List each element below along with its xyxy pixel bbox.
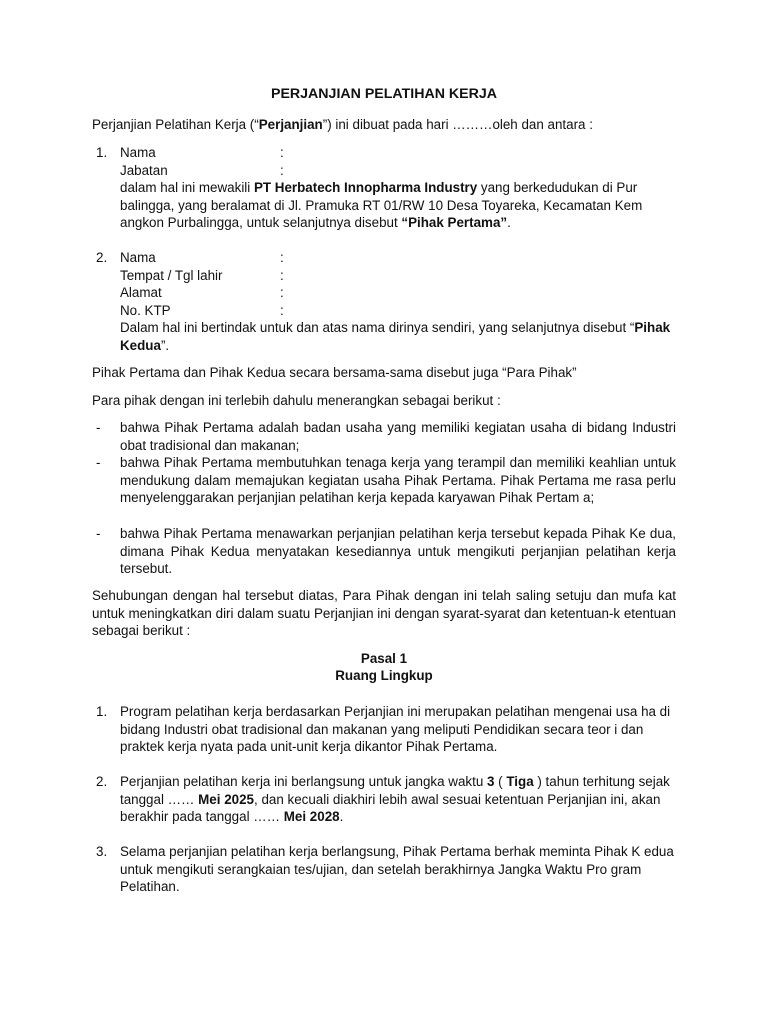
field-colon: : [280, 302, 284, 318]
menerangkan-paragraph: Para pihak dengan ini terlebih dahulu menerangkan sebagai berikut : [92, 393, 501, 408]
party2-number: 2. [96, 250, 108, 265]
party1-description [120, 179, 676, 232]
field-label: Nama [120, 145, 156, 160]
duration-number: 3 [487, 774, 495, 789]
bullet-item-3: bahwa Pihak Pertama menawarkan perjanjian pelatihan kerja tersebut kepada Pihak Ke dua, dimana Pihak Kedua menyatakan kesediannya untuk mengikuti perjanjian pelatihan kerja tersebut. [120, 526, 676, 577]
party1-desc-text-3: . [507, 215, 511, 231]
intro-text-2: ”) ini dibuat pada hari ………oleh dan antara : [322, 117, 593, 132]
bullet-item-1: bahwa Pihak Pertama adalah badan usaha yang memiliki kegiatan usaha di bidang Industri obat tradisional dan makanan; [120, 420, 676, 453]
pasal-number: Pasal 1 [360, 651, 408, 666]
party1-number: 1. [96, 145, 108, 160]
clause2-text-5: . [339, 809, 344, 825]
party2-desc-text-2: ”. [160, 337, 170, 353]
clause2-text-3: ) tahun terhitung sejak tanggal …… [120, 774, 670, 807]
company-name: PT Herbatech Innopharma Industry [253, 180, 478, 196]
field-colon: : [280, 285, 284, 301]
intro-bold-perjanjian: Perjanjian [258, 117, 323, 132]
clause1-number: 1. [96, 704, 108, 719]
clause3-text: Selama perjanjian pelatihan kerja berlangsung, Pihak Pertama berhak meminta Pihak K edua untuk mengikuti serangkaian tes/ujian, dan setelah berakhirnya Jangka Waktu Pro gram Pelatihan. [120, 844, 674, 895]
pihak-kedua-term: Pihak Kedua [120, 320, 671, 353]
sehubungan-paragraph: Sehubungan dengan hal tersebut diatas, Para Pihak dengan ini telah saling setuju dan mufa kat untuk meningkatkan diri dalam suatu Perjanjian ini dengan syarat-syarat dan ketentuan-k etentuan sebagai berikut : [92, 588, 676, 639]
party2-field-alamat [120, 284, 676, 302]
field-colon: : [280, 145, 284, 160]
field-label: Jabatan [120, 162, 168, 178]
field-label: Tempat / Tgl lahir [120, 267, 223, 283]
field-colon: : [280, 267, 284, 283]
bullet-dash: - [96, 526, 101, 541]
party2-field-ktp [120, 302, 676, 320]
party2-block [120, 249, 676, 355]
bullet-item-2: bahwa Pihak Pertama membutuhkan tenaga kerja yang terampil dan memiliki keahlian untuk mendukung dalam memajukan kegiatan usaha Pihak Pertama. Pihak Pertama me rasa perlu menyelenggarakan perjanjian pelatihan kerja kepada karyawan Pihak Pertam a; [120, 455, 676, 506]
field-colon: : [280, 250, 284, 265]
pasal-heading: Ruang Lingkup [335, 668, 433, 683]
field-label: Nama [120, 250, 156, 265]
intro-paragraph [92, 116, 676, 134]
clause2-text-1: Perjanjian pelatihan kerja ini berlangsung untuk jangka waktu [120, 774, 487, 789]
clause3-number: 3. [96, 844, 108, 859]
party2-description [120, 319, 676, 354]
party1-field-nama [120, 144, 676, 162]
party2-desc-text-1: Dalam hal ini bertindak untuk dan atas nama dirinya sendiri, yang selanjutnya disebut “ [120, 320, 635, 336]
party1-block [120, 144, 676, 232]
field-colon: : [280, 162, 284, 178]
duration-words: Tiga [506, 774, 534, 789]
start-date: Mei 2025 [198, 791, 254, 807]
field-label: Alamat [120, 285, 162, 301]
para-pihak-paragraph: Pihak Pertama dan Pihak Kedua secara bersama-sama disebut juga “Para Pihak” [92, 365, 577, 380]
clause2-text-4: , dan kecuali diakhiri lebih awal sesuai ketentuan Perjanjian ini, akan berakhir pada tanggal …… [120, 791, 661, 825]
clause2-text-2: ( [494, 774, 507, 789]
party2-field-ttl [120, 267, 676, 285]
field-label: No. KTP [120, 302, 171, 318]
clause2-text [120, 773, 676, 826]
pihak-pertama-term: “Pihak Pertama” [401, 215, 508, 231]
document-title: PERJANJIAN PELATIHAN KERJA [271, 86, 497, 102]
party1-desc-text-1: dalam hal ini mewakili [120, 180, 254, 196]
end-date: Mei 2028 [283, 809, 340, 825]
party1-desc-text-2: yang berkedudukan di Pur balingga, yang beralamat di Jl. Pramuka RT 01/RW 10 Desa Toyareka, Kecamatan Kem angkon Purbalingga, untuk selanjutnya disebut [120, 180, 643, 231]
party2-field-nama [120, 249, 676, 267]
bullet-dash: - [96, 420, 101, 435]
bullet-dash: - [96, 455, 101, 470]
party1-field-jabatan [120, 162, 676, 180]
clause2-number: 2. [96, 774, 108, 789]
clause1-text: Program pelatihan kerja berdasarkan Perjanjian ini merupakan pelatihan mengenai usa ha di bidang Industri obat tradisional dan makanan yang meliputi Pendidikan secara teor i dan praktek kerja nyata pada unit-unit kerja dikantor Pihak Pertama. [120, 704, 671, 755]
intro-text-1: Perjanjian Pelatihan Kerja (“ [92, 117, 259, 132]
